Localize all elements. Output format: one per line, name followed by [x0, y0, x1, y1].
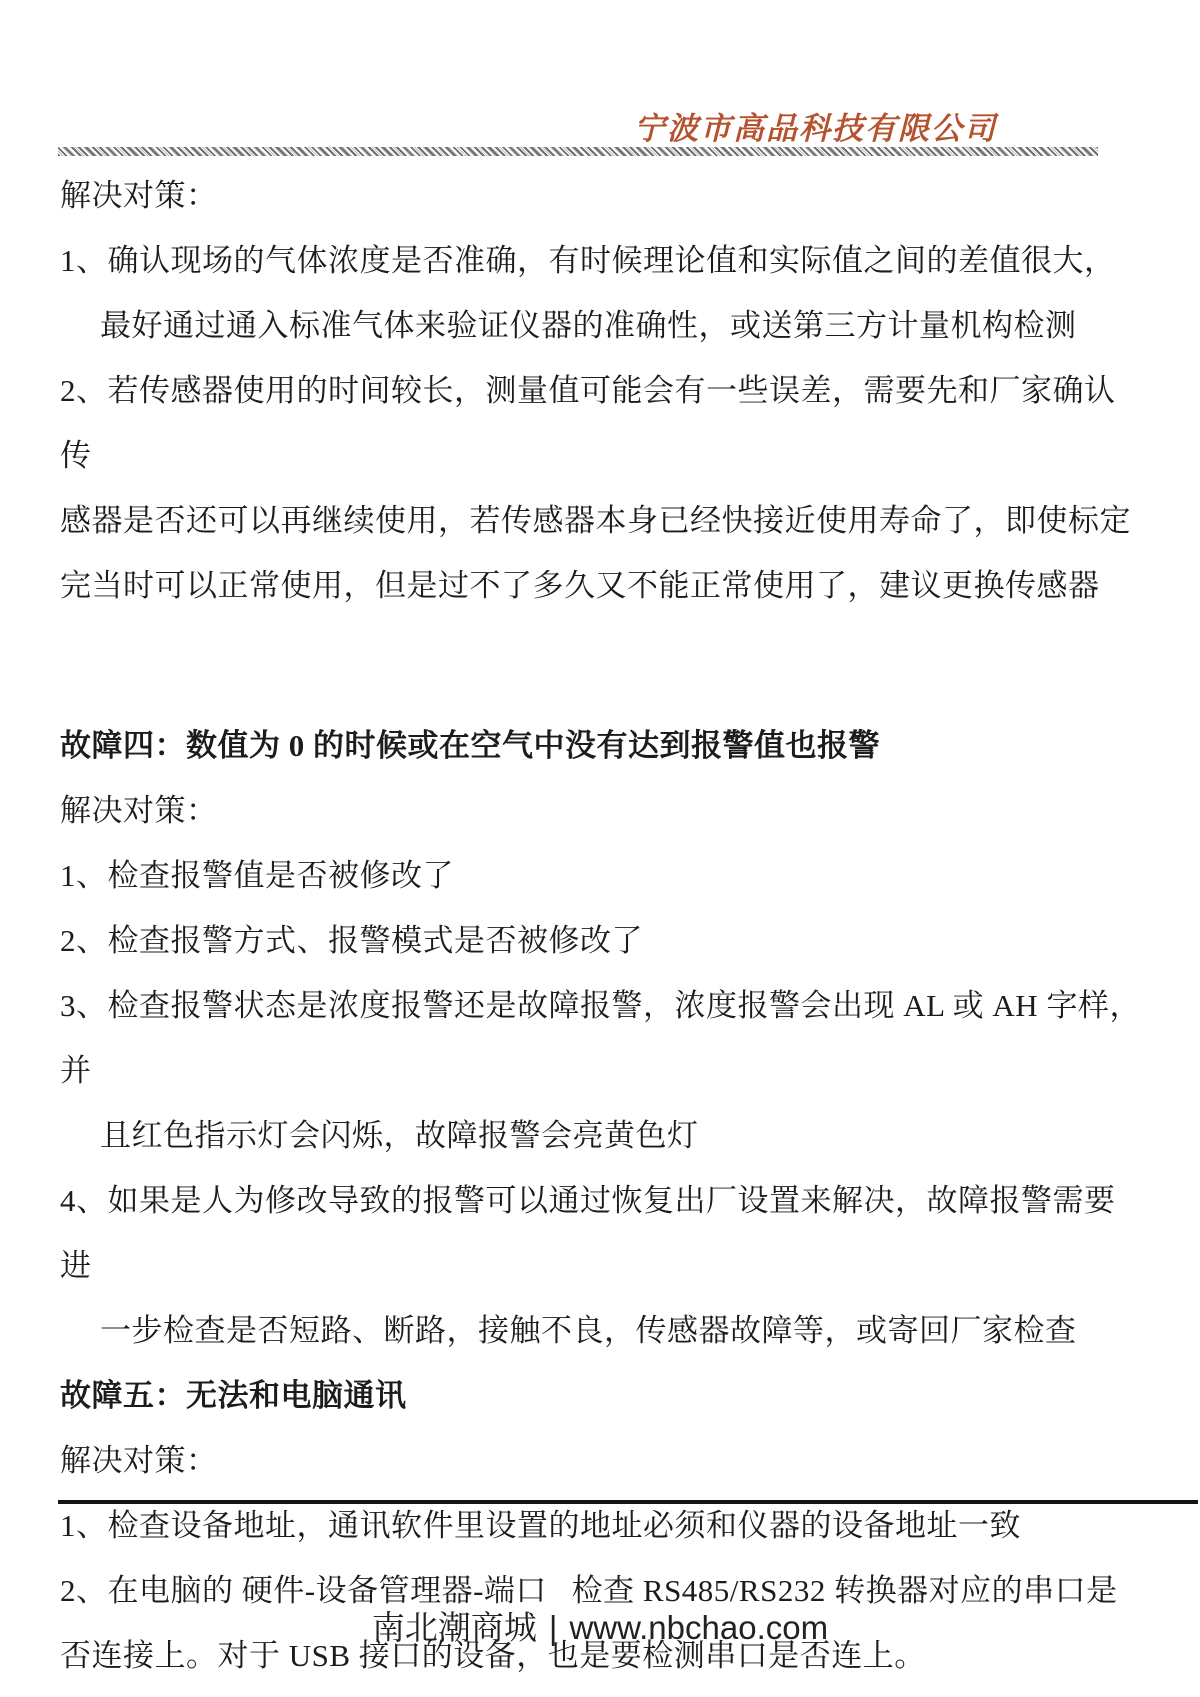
list-item: 2、检查报警方式、报警模式是否被修改了	[60, 923, 643, 958]
section-heading-fault4: 故障四：数值为 0 的时候或在空气中没有达到报警值也报警	[60, 728, 880, 763]
solution-label: 解决对策：	[60, 1443, 218, 1478]
footer-site-name: 南北潮商城	[371, 1609, 537, 1646]
list-item: 2、若传感器使用的时间较长，测量值可能会有一些误差，需要先和厂家确认传	[60, 373, 1116, 473]
list-item: 1、检查设备地址，通讯软件里设置的地址必须和仪器的设备地址一致	[60, 1508, 1021, 1543]
page-footer	[0, 1606, 1200, 1650]
list-item: 1、确认现场的气体浓度是否准确，有时候理论值和实际值之间的差值很大，	[60, 243, 1116, 278]
list-item: 4、如果是人为修改导致的报警可以通过恢复出厂设置来解决，故障报警需要进	[60, 1183, 1116, 1283]
company-name: 宁波市高品科技有限公司	[634, 111, 997, 146]
list-item: 2、在电脑的 硬件-设备管理器-端口 检查 RS485/RS232 转换器对应的串口是	[60, 1573, 1118, 1608]
footer-url: www.nbchao.com	[569, 1609, 829, 1646]
header-divider	[58, 147, 1098, 156]
bottom-rule	[58, 1500, 1198, 1504]
footer-separator: |	[548, 1609, 558, 1646]
continuation-line: 最好通过通入标准气体来验证仪器的准确性，或送第三方计量机构检测	[100, 308, 1077, 343]
continuation-line: 完当时可以正常使用，但是过不了多久又不能正常使用了，建议更换传感器	[60, 568, 1100, 603]
solution-label: 解决对策：	[60, 793, 218, 828]
continuation-line: 一步检查是否短路、断路，接触不良，传感器故障等，或寄回厂家检查	[100, 1313, 1077, 1348]
solution-label: 解决对策：	[60, 178, 218, 213]
continuation-line: 感器是否还可以再继续使用，若传感器本身已经快接近使用寿命了，即使标定	[60, 503, 1131, 538]
continuation-line: 否连接上。对于 USB 接口的设备，也是要检测串口是否连上。	[60, 1638, 926, 1673]
document-body	[60, 163, 1145, 1688]
section-heading-fault5: 故障五：无法和电脑通讯	[60, 1378, 407, 1413]
list-item: 3、检查报警状态是浓度报警还是故障报警，浓度报警会出现 AL 或 AH 字样，并	[60, 988, 1141, 1088]
list-item: 1、检查报警值是否被修改了	[60, 858, 454, 893]
continuation-line: 且红色指示灯会闪烁，故障报警会亮黄色灯	[100, 1118, 699, 1153]
